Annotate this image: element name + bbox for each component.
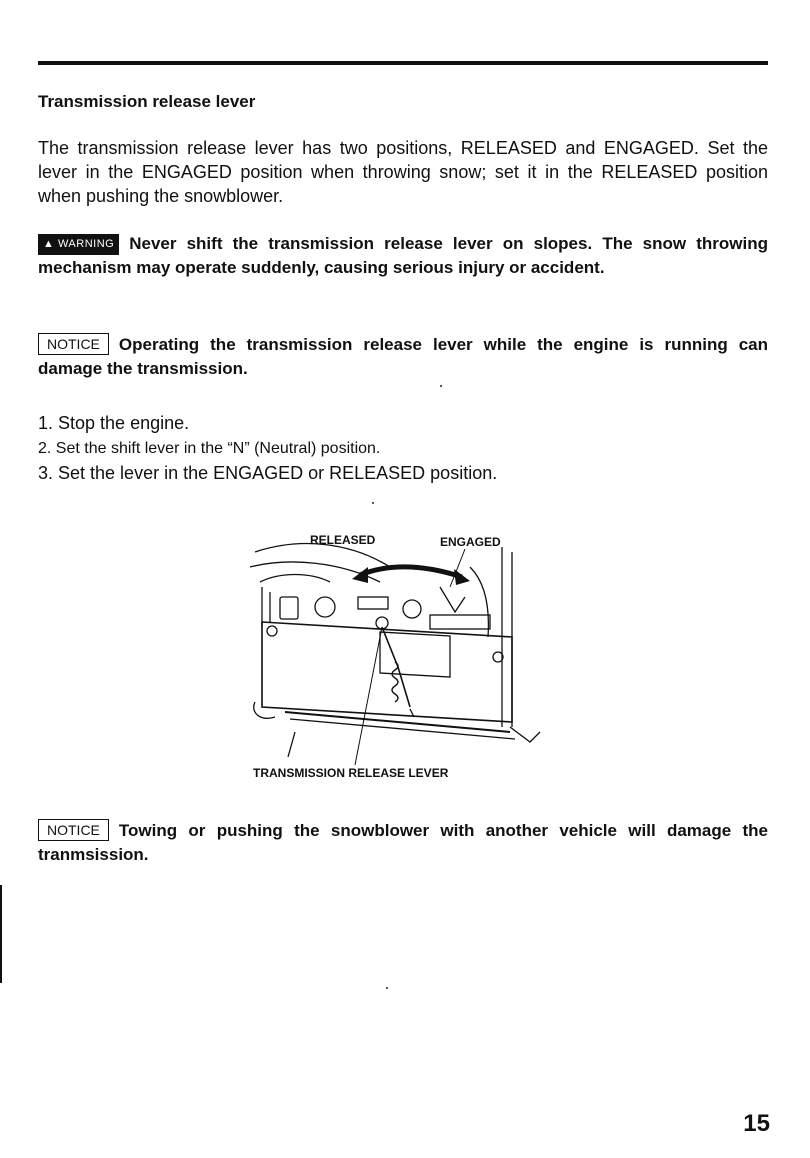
step-item: 2. Set the shift lever in the “N” (Neutral) position. (38, 440, 381, 457)
speck (440, 385, 442, 387)
notice-badge: NOTICE (38, 333, 109, 355)
warning-badge (38, 234, 119, 255)
page-number: 15 (743, 1110, 770, 1137)
warning-block (38, 232, 768, 280)
top-rule (38, 61, 768, 65)
notice-badge: NOTICE (38, 819, 109, 841)
warning-triangle-icon: ▲ (43, 238, 55, 250)
label-transmission-release-lever: TRANSMISSION RELEASE LEVER (253, 766, 449, 780)
warning-badge-label: WARNING (57, 238, 115, 250)
section-heading: Transmission release lever (38, 92, 256, 111)
intro-paragraph: The transmission release lever has two positions, RELEASED and ENGAGED. Set the lever in the ENGAGED position when throwing snow; set it in the RELEASED position when pushing the snowblower. (38, 138, 768, 206)
notice-block-operating (38, 333, 768, 381)
step-item: 3. Set the lever in the ENGAGED or RELEASED position. (38, 463, 498, 483)
notice-text: Towing or pushing the snowblower with another vehicle will damage the tranmsission. (38, 821, 768, 864)
warning-text: Never shift the transmission release lever on slopes. The snow throwing mechanism may operate suddenly, causing serious injury or accident. (38, 234, 768, 277)
notice-block-towing (38, 819, 768, 867)
margin-bar (0, 885, 2, 983)
steps-list (38, 411, 497, 486)
notice-text: Operating the transmission release lever while the engine is running can damage the transmission. (38, 335, 768, 378)
speck (386, 987, 388, 989)
snowblower-diagram (240, 527, 550, 785)
label-engaged: ENGAGED (440, 535, 501, 549)
lever-illustration (240, 527, 550, 785)
speck (372, 502, 374, 504)
step-item: 1. Stop the engine. (38, 413, 190, 433)
label-released: RELEASED (310, 533, 376, 547)
